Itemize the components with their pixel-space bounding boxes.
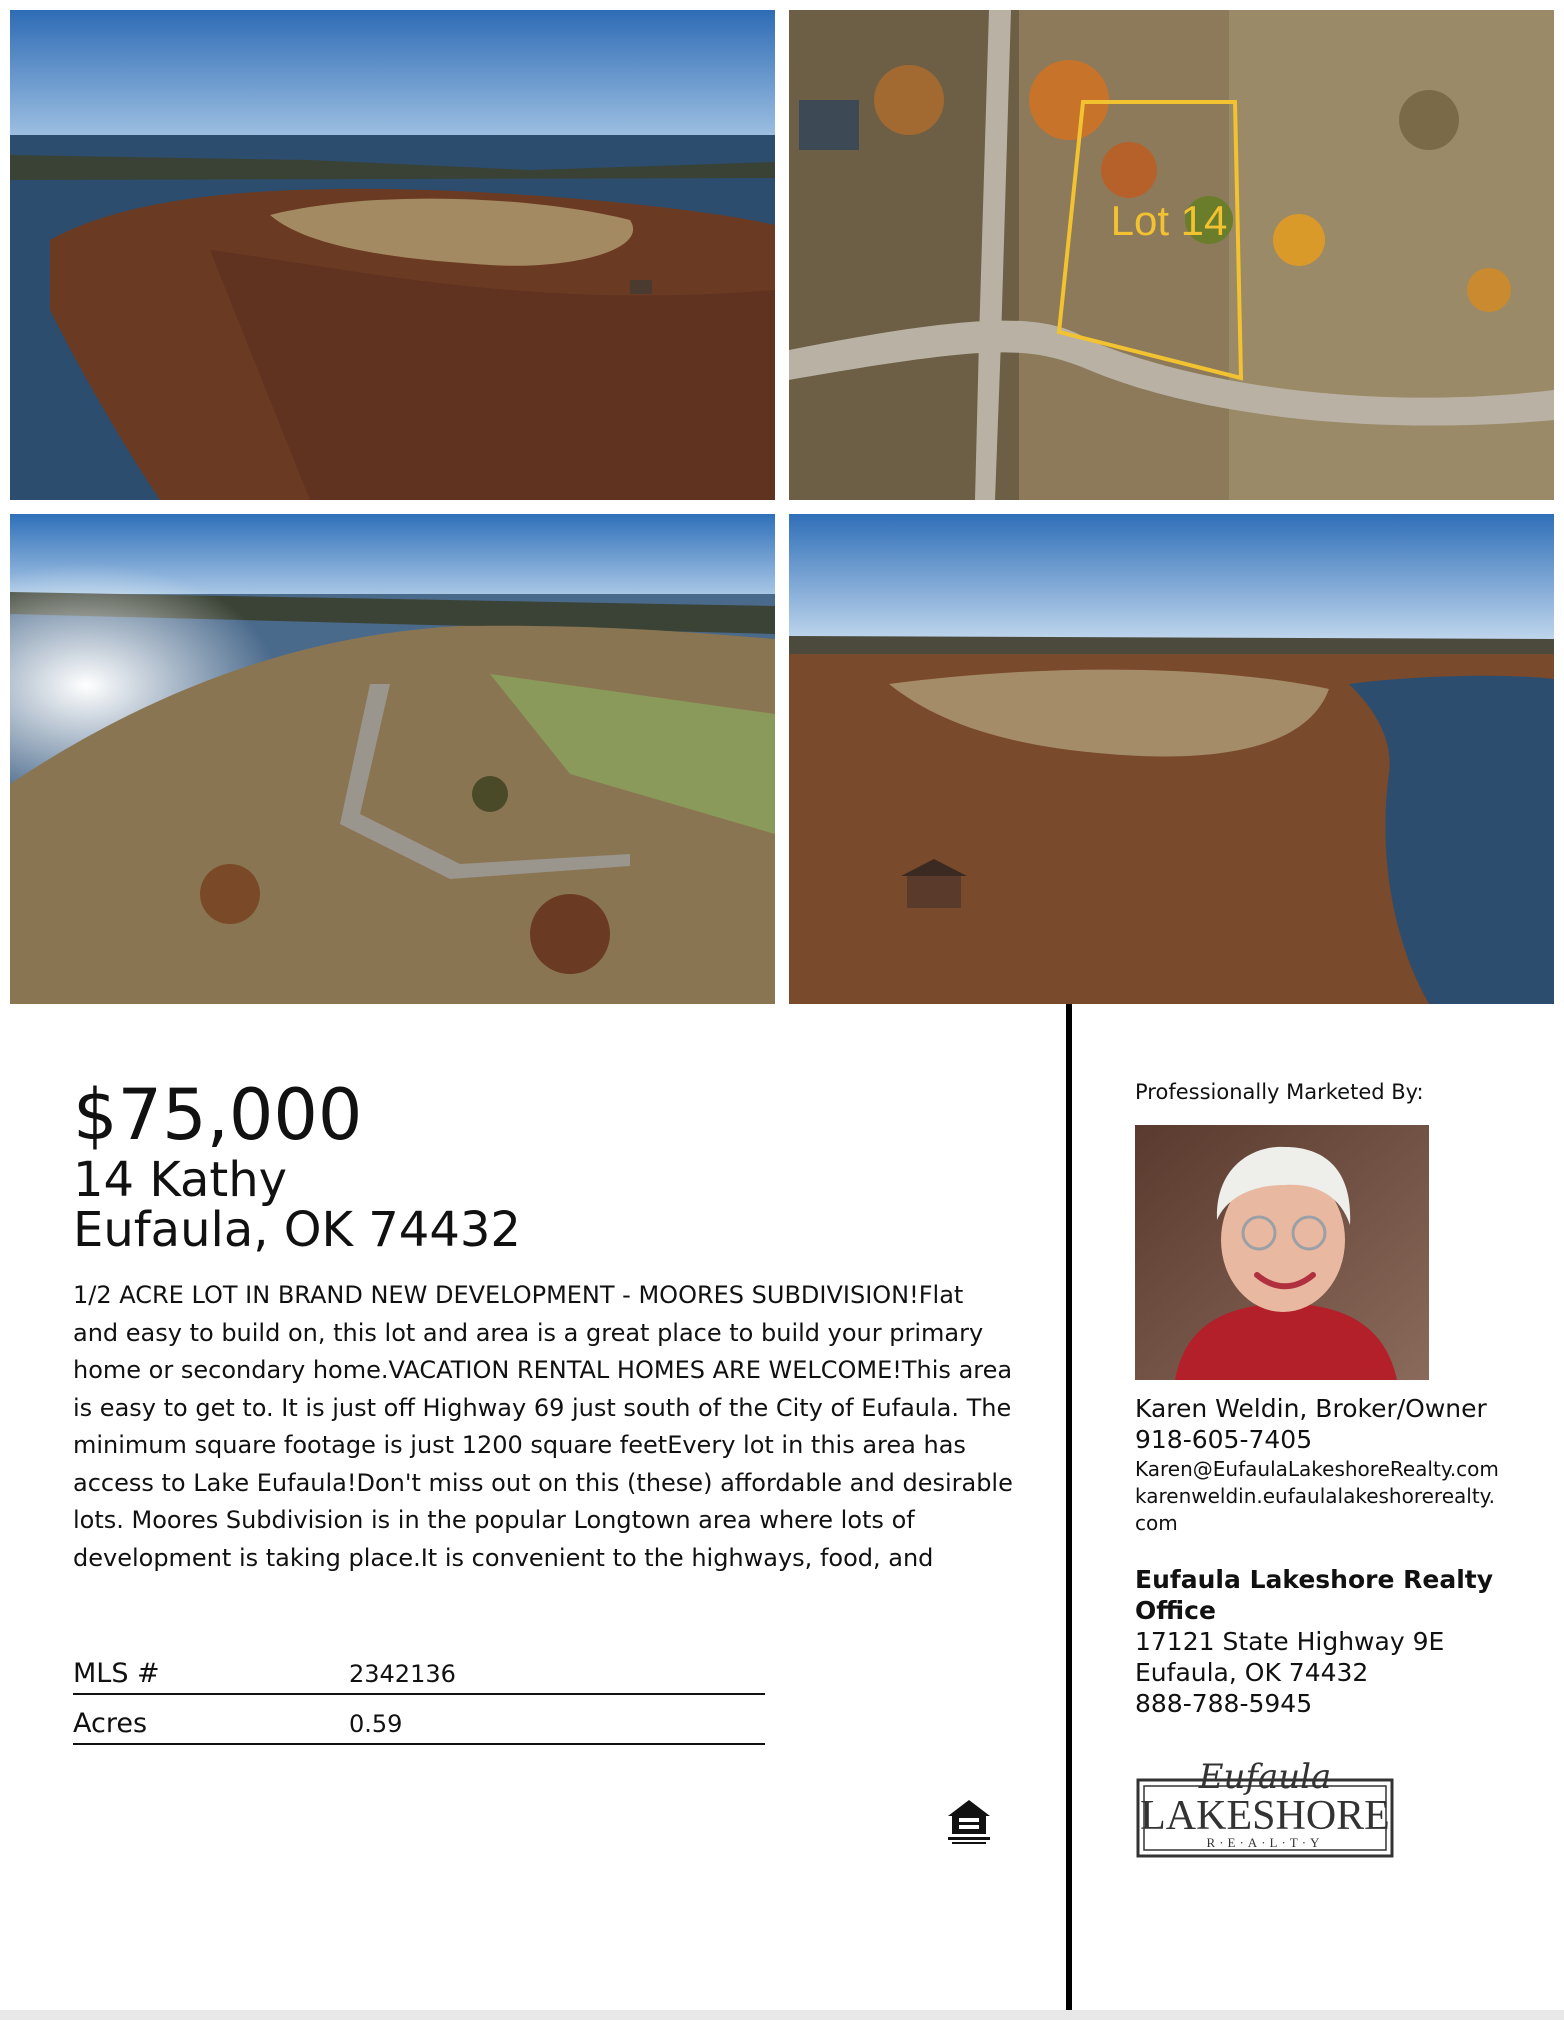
- agent-contact: [1135, 1393, 1555, 1537]
- agent-phone[interactable]: 918-605-7405: [1135, 1425, 1313, 1454]
- marketed-by-heading: Professionally Marketed By:: [1135, 1080, 1424, 1104]
- agent-email[interactable]: Karen@EufaulaLakeshoreRealty.com: [1135, 1457, 1499, 1481]
- agent-website-line2: com: [1135, 1511, 1178, 1535]
- eufaula-lakeshore-realty-logo: [1135, 1752, 1395, 1860]
- fact-value: 0.59: [349, 1710, 403, 1738]
- aerial-lot-14-outline-photo: [789, 10, 1554, 500]
- fact-row-mls: [73, 1645, 765, 1695]
- listing-description: 1/2 ACRE LOT IN BRAND NEW DEVELOPMENT - MOORES SUBDIVISION!Flat and easy to build on, this lot and area is a great place to build your primary home or secondary home.VACATION RENTAL HOMES ARE WELCOME!This area is easy to get to. It is just off Highway 69 just south of the City of Eufaula. The minimum square footage is just 1200 square feetEvery lot in this area has access to Lake Eufaula!Don't miss out on this (these) affordable and desirable lots. Moores Subdivision is in the popular Longtown area where lots of development is taking place.It is convenient to the highways, food, and: [73, 1281, 1013, 1572]
- equal-housing-opportunity-icon: [944, 1796, 994, 1846]
- fact-value: 2342136: [349, 1660, 456, 1688]
- address-street: 14 Kathy: [73, 1152, 288, 1208]
- lot-label: Lot 14: [1110, 197, 1228, 244]
- office-info: [1135, 1564, 1555, 1719]
- aerial-lake-peninsula-photo: [10, 10, 775, 500]
- office-street: 17121 State Highway 9E: [1135, 1627, 1445, 1656]
- logo-sub-text: R·E·A·L·T·Y: [1206, 1835, 1324, 1850]
- page-bottom-edge: [0, 2010, 1564, 2020]
- agent-portrait: [1135, 1125, 1429, 1380]
- fact-row-acres: [73, 1695, 765, 1745]
- agent-website[interactable]: [1135, 1483, 1555, 1537]
- office-name: Eufaula Lakeshore Realty Office: [1135, 1565, 1494, 1625]
- listing-facts-table: [73, 1645, 765, 1745]
- fact-label: Acres: [73, 1708, 148, 1739]
- agent-name: Karen Weldin, Broker/Owner: [1135, 1394, 1487, 1423]
- office-phone[interactable]: 888-788-5945: [1135, 1689, 1313, 1718]
- fact-label: MLS #: [73, 1658, 160, 1689]
- aerial-lakeshore-house-photo: [789, 514, 1554, 1004]
- agent-website-line1: karenweldin.eufaulalakeshorerealty.: [1135, 1484, 1496, 1508]
- aerial-subdivision-road-photo: [10, 514, 775, 1004]
- office-city: Eufaula, OK 74432: [1135, 1658, 1369, 1687]
- column-divider: [1066, 1004, 1072, 2012]
- logo-script-text: Eufaula: [1198, 1757, 1332, 1797]
- logo-main-text: LAKESHORE: [1140, 1793, 1390, 1839]
- address-city: Eufaula, OK 74432: [73, 1202, 521, 1258]
- listing-price: $75,000: [73, 1074, 363, 1156]
